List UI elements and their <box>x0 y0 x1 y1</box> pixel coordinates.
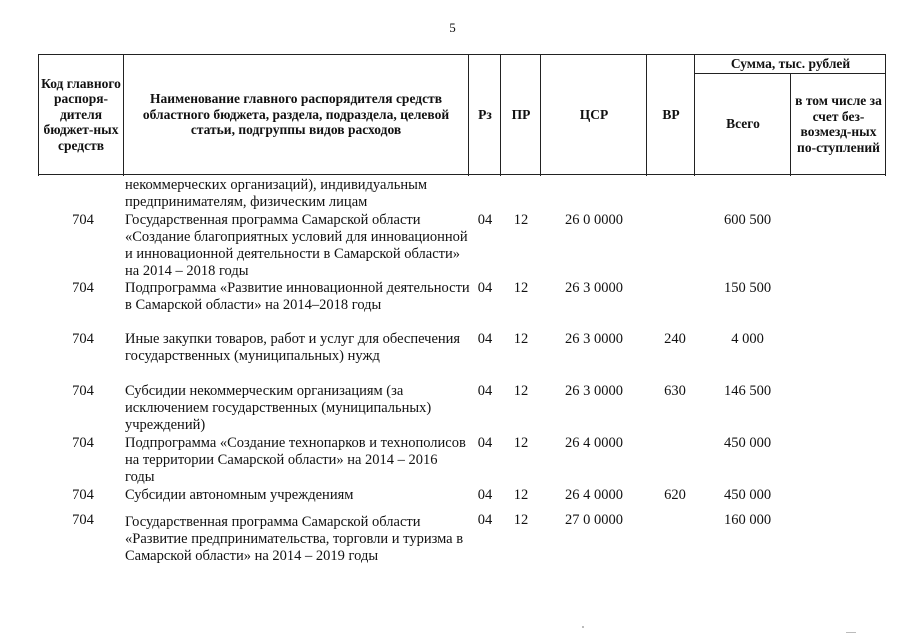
row-name: Подпрограмма «Создание технопарков и технополисов на территории Самарской области» на 2014 – 2016 годы <box>125 435 466 485</box>
row-total: 600 500 <box>723 212 772 228</box>
row-name: Государственная программа Самарской области «Развитие предпринимательства, торговли и туризма в Самарской области» на 2014 – 2019 годы <box>125 514 464 564</box>
row-vr: 630 <box>664 383 686 399</box>
row-name: Субсидии автономным учреждениям <box>125 487 354 503</box>
header-rz: Рз <box>478 106 492 122</box>
row-rz: 04 <box>477 212 493 228</box>
scan-mark <box>582 626 584 628</box>
row-pr: 12 <box>513 435 529 451</box>
row-name: Субсидии некоммерческим организациям (за исключением государственных (муниципальных) учреждений) <box>125 383 432 433</box>
row-total: 450 000 <box>723 487 772 503</box>
row-csr: 26 3 0000 <box>565 331 623 347</box>
table-header <box>38 54 886 176</box>
header-csr: ЦСР <box>579 106 609 122</box>
row-code: 704 <box>72 512 94 528</box>
row-code: 704 <box>72 280 94 296</box>
row-rz: 04 <box>477 512 493 528</box>
header-name: Наименование главного распорядителя средств областного бюджета, раздела, подраздела, целевой статьи, подгруппы видов расходов <box>142 91 450 138</box>
row-pr: 12 <box>513 512 529 528</box>
header-total: Всего <box>726 116 760 132</box>
header-code: Код главного распоря-дителя бюджет-ных средств <box>41 75 121 153</box>
row-rz: 04 <box>477 280 493 296</box>
row-vr: 620 <box>664 487 686 503</box>
row-rz: 04 <box>477 331 493 347</box>
row-csr: 26 4 0000 <box>565 435 623 451</box>
row-code: 704 <box>72 331 94 347</box>
row-csr: 26 3 0000 <box>565 280 623 296</box>
header-pr: ПР <box>511 106 531 122</box>
header-incl: в том числе за счет без-возмезд-ных по-ступлений <box>795 93 882 155</box>
row-code: 704 <box>72 212 94 228</box>
row-total: 146 500 <box>723 383 772 399</box>
scan-mark <box>846 632 856 633</box>
row-name: Иные закупки товаров, работ и услуг для обеспечения государственных (муниципальных) нужд <box>125 331 461 364</box>
row-name: Государственная программа Самарской области «Создание благоприятных условий для инновационной и инновационной деятельности в Самарской области» на 2014 – 2018 годы <box>125 212 468 279</box>
continuation-text: некоммерческих организаций), индивидуальным предпринимателям, физическим лицам <box>125 177 428 210</box>
header-border-bottom <box>38 174 886 175</box>
row-csr: 26 0 0000 <box>565 212 623 228</box>
row-pr: 12 <box>513 212 529 228</box>
row-pr: 12 <box>513 280 529 296</box>
row-rz: 04 <box>477 435 493 451</box>
header-vr: ВР <box>662 106 680 122</box>
row-csr: 27 0 0000 <box>565 512 623 528</box>
row-total: 4 000 <box>731 331 764 347</box>
row-vr: 240 <box>664 331 686 347</box>
row-code: 704 <box>72 487 94 503</box>
row-csr: 26 4 0000 <box>565 487 623 503</box>
row-code: 704 <box>72 435 94 451</box>
header-sum-group: Сумма, тыс. рублей <box>730 56 851 72</box>
page-number: 5 <box>449 20 456 35</box>
row-name: Подпрограмма «Развитие инновационной деятельности в Самарской области» на 2014–2018 годы <box>125 280 470 313</box>
row-total: 160 000 <box>723 512 772 528</box>
row-code: 704 <box>72 383 94 399</box>
header-divider <box>123 54 124 176</box>
row-pr: 12 <box>513 331 529 347</box>
row-rz: 04 <box>477 487 493 503</box>
row-pr: 12 <box>513 383 529 399</box>
row-total: 450 000 <box>723 435 772 451</box>
row-rz: 04 <box>477 383 493 399</box>
row-csr: 26 3 0000 <box>565 383 623 399</box>
row-pr: 12 <box>513 487 529 503</box>
row-total: 150 500 <box>723 280 772 296</box>
